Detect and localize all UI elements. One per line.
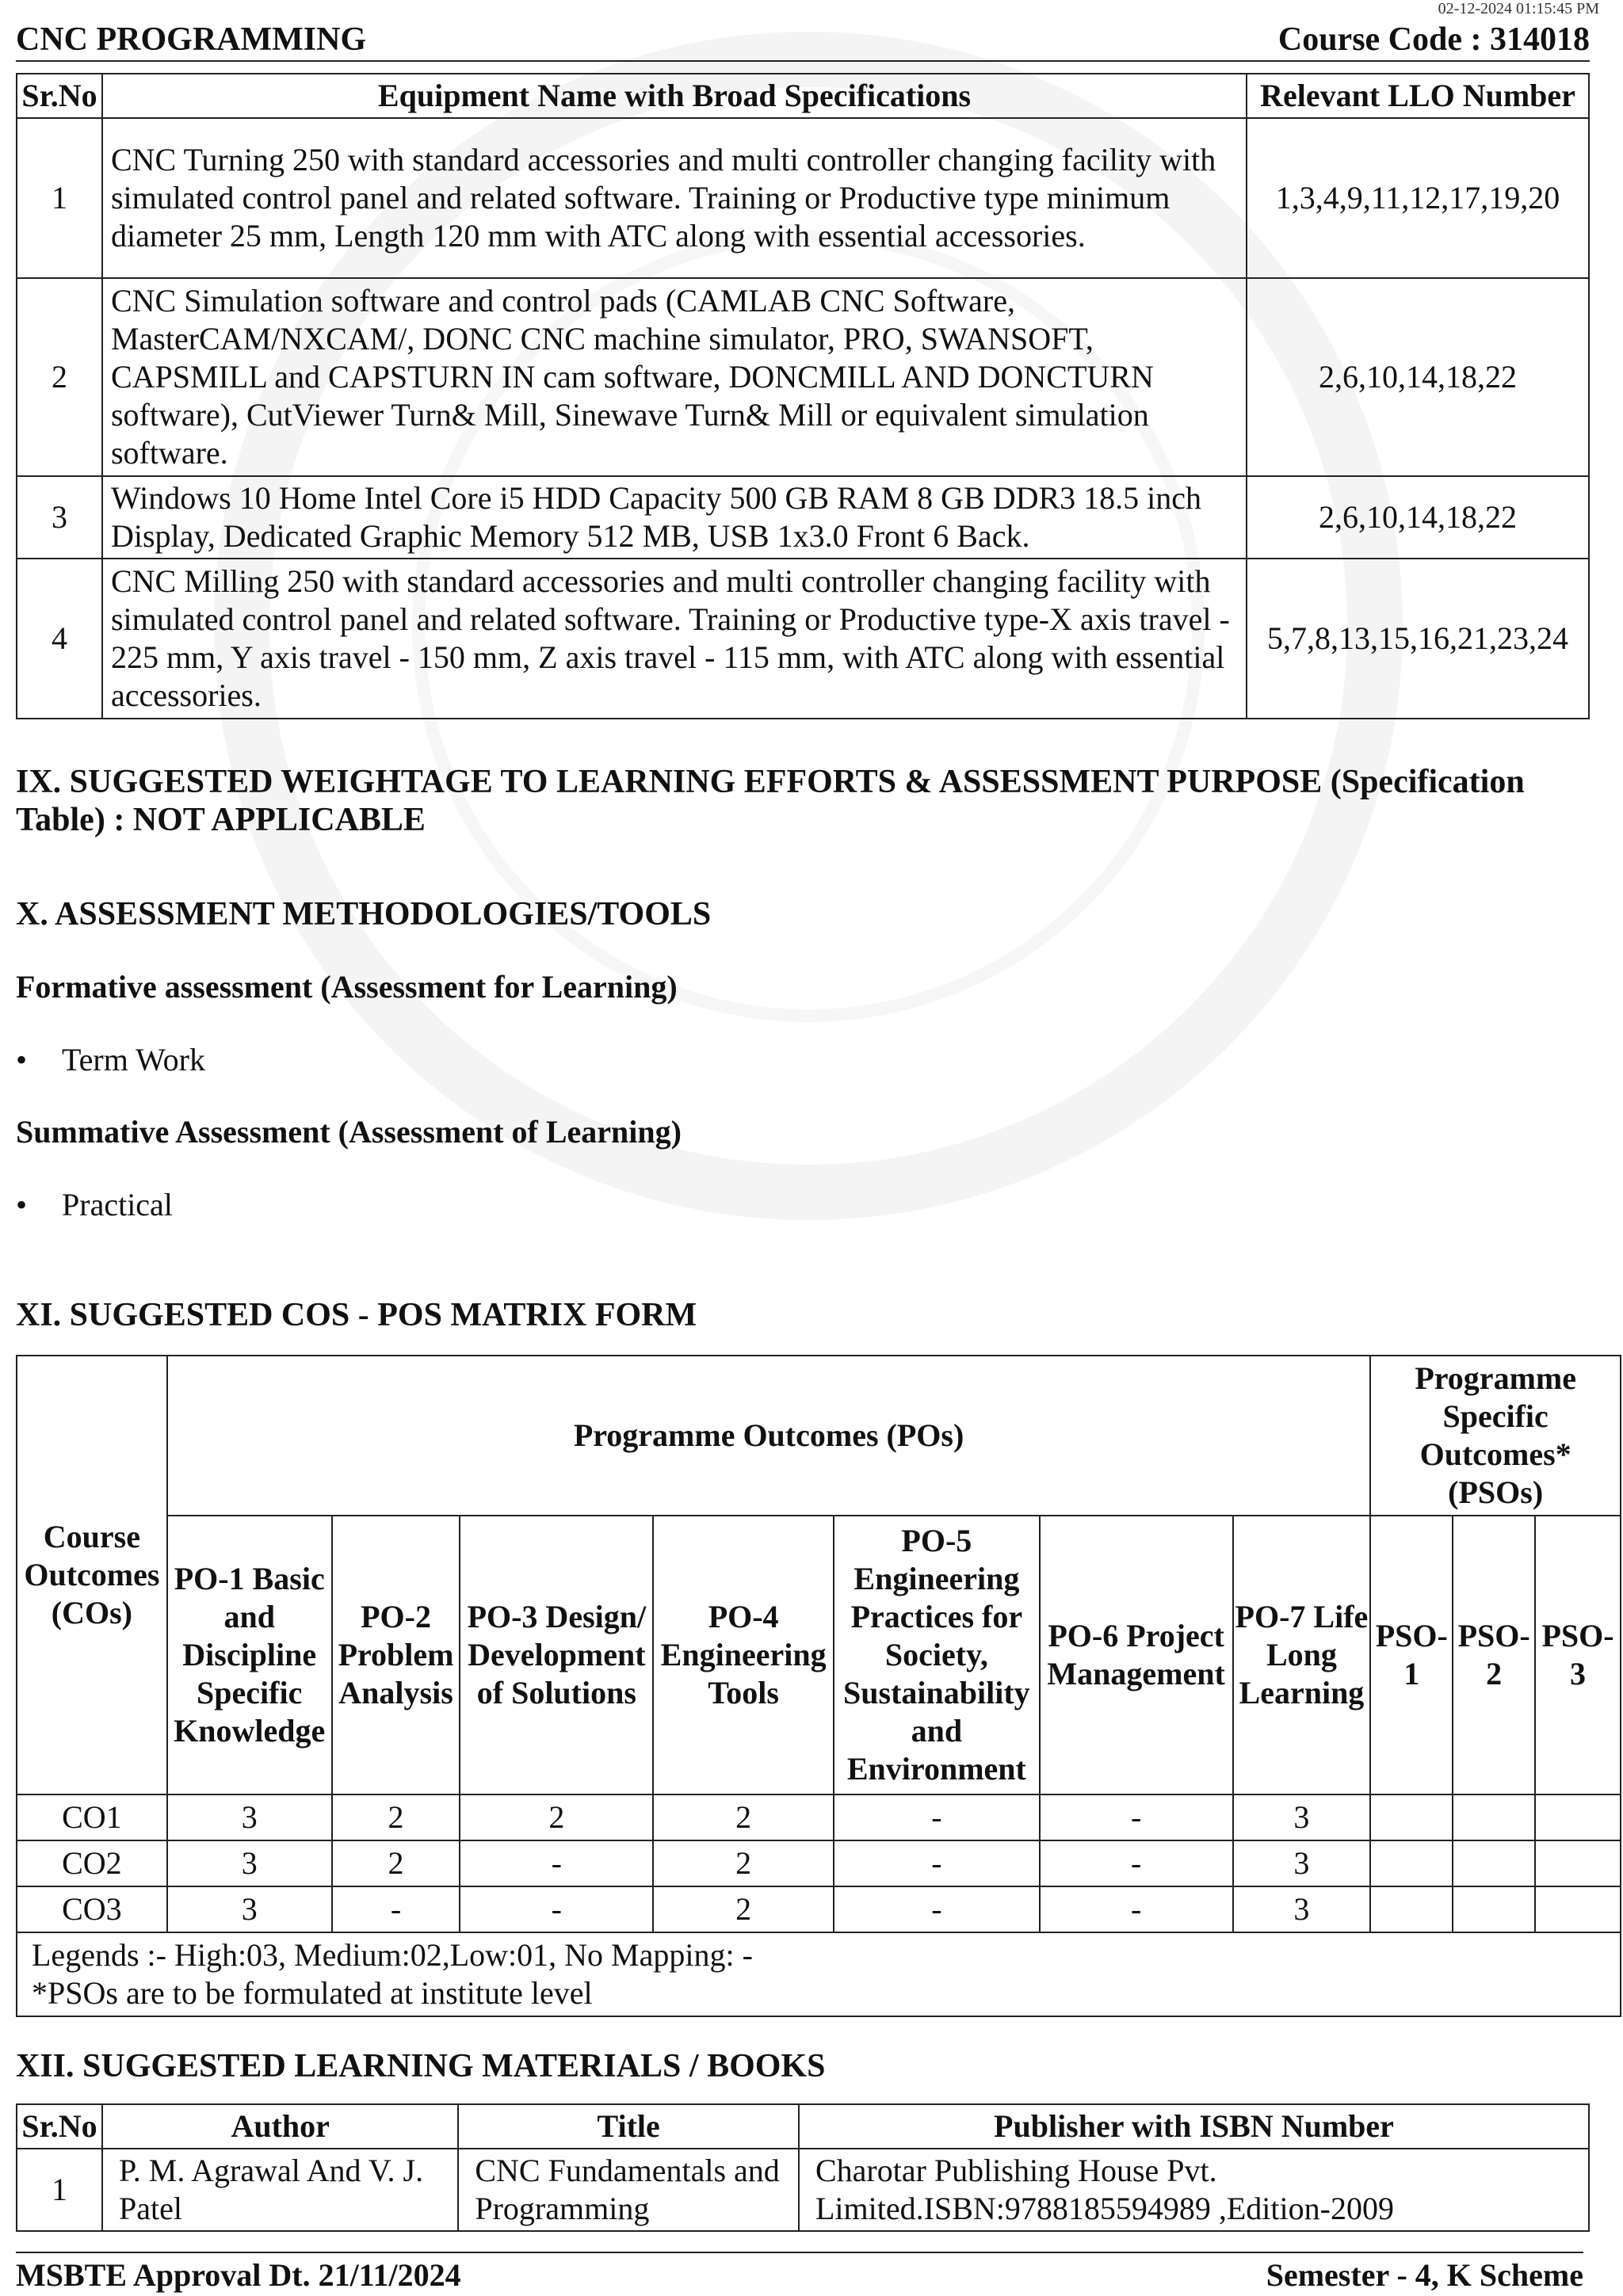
row-spec: Windows 10 Home Intel Core i5 HDD Capacity 500 GB RAM 8 GB DDR3 18.5 inch Display, Dedicated Graphic Memory 512 MB, USB 1x3.0 Front 6 Back. <box>102 476 1247 559</box>
matrix-cell <box>1453 1886 1535 1932</box>
matrix-cell <box>1453 1794 1535 1840</box>
row-llo: 5,7,8,13,15,16,21,23,24 <box>1247 559 1589 719</box>
section-xi-heading: XI. SUGGESTED COS - POS MATRIX FORM <box>16 1297 697 1333</box>
page-header <box>16 21 1590 62</box>
course-code: Course Code : 314018 <box>1277 21 1590 58</box>
po-header: PO-7 Life Long Learning <box>1233 1516 1371 1794</box>
matrix-cell: 3 <box>167 1840 332 1886</box>
matrix-cell <box>1453 1840 1535 1886</box>
matrix-cell <box>1370 1794 1453 1840</box>
pso-group-header: Programme Specific Outcomes* (PSOs) <box>1370 1356 1621 1516</box>
pso-note: *PSOs are to be formulated at institute level <box>32 1975 593 2011</box>
section-ix-line1: IX. SUGGESTED WEIGHTAGE TO LEARNING EFFORTS & ASSESSMENT PURPOSE (Specification <box>16 764 1525 800</box>
po-header: PO-3 Design/ Development of Solutions <box>460 1516 653 1794</box>
books-table <box>16 2103 1590 2232</box>
col-header-publisher: Publisher with ISBN Number <box>799 2104 1589 2149</box>
col-header-equipment: Equipment Name with Broad Specifications <box>102 74 1247 118</box>
row-srno: 1 <box>17 118 102 278</box>
row-llo: 2,6,10,14,18,22 <box>1247 476 1589 559</box>
legend-row <box>17 1932 1621 2016</box>
matrix-cell: - <box>460 1840 653 1886</box>
col-header-srno: Sr.No <box>17 74 102 118</box>
legend-text: Legends :- High:03, Medium:02,Low:01, No Mapping: - <box>32 1937 753 1973</box>
co-po-matrix <box>16 1355 1621 2017</box>
summative-item: Practical <box>62 1187 173 1222</box>
row-llo: 2,6,10,14,18,22 <box>1247 278 1589 476</box>
course-title: CNC PROGRAMMING <box>16 21 367 58</box>
matrix-cell: 2 <box>460 1794 653 1840</box>
table-row <box>17 559 1589 719</box>
matrix-cell: 2 <box>653 1840 834 1886</box>
table-row <box>17 1886 1621 1932</box>
list-item <box>16 1041 205 1078</box>
bullet-icon: • <box>16 1042 28 1077</box>
matrix-group-header <box>17 1356 1621 1516</box>
po-header: PO-5 Engineering Practices for Society, Sustainability and Environment <box>834 1516 1040 1794</box>
approval-date: MSBTE Approval Dt. 21/11/2024 <box>16 2257 461 2293</box>
book-srno: 1 <box>17 2149 102 2231</box>
book-title: CNC Fundamentals and Programming <box>458 2149 799 2231</box>
table-header-row <box>17 74 1589 118</box>
matrix-cell: - <box>1040 1794 1233 1840</box>
matrix-cell: - <box>1040 1886 1233 1932</box>
matrix-cell: 3 <box>1233 1794 1371 1840</box>
row-spec: CNC Turning 250 with standard accessories and multi controller changing facility with simulated control panel and related software. Training or Productive type minimum diameter 25 mm, Length 120 mm with ATC along with essential accessories. <box>102 118 1247 278</box>
semester-scheme: Semester - 4, K Scheme <box>1266 2257 1583 2293</box>
matrix-cell: 2 <box>332 1794 460 1840</box>
matrix-cell: - <box>834 1886 1040 1932</box>
equipment-table <box>16 73 1590 719</box>
table-row <box>17 476 1589 559</box>
section-x-heading: X. ASSESSMENT METHODOLOGIES/TOOLS <box>16 896 712 933</box>
matrix-cell <box>1370 1840 1453 1886</box>
co-label: CO2 <box>17 1840 167 1886</box>
row-spec: CNC Simulation software and control pads (CAMLAB CNC Software, MasterCAM/NXCAM/, DONC CNC machine simulator, PRO, SWANSOFT, CAPSMILL and CAPSTURN IN cam software, DONCMILL AND DONCTURN software), CutViewer Turn& Mill, Sinewave Turn& Mill or equivalent simulation software. <box>102 278 1247 476</box>
section-xii-heading: XII. SUGGESTED LEARNING MATERIALS / BOOKS <box>16 2048 826 2084</box>
matrix-cell: 3 <box>167 1794 332 1840</box>
po-header: PO-4 Engineering Tools <box>653 1516 834 1794</box>
list-item <box>16 1186 173 1223</box>
po-header: PO-2 Problem Analysis <box>332 1516 460 1794</box>
book-publisher: Charotar Publishing House Pvt. Limited.ISBN:9788185594989 ,Edition-2009 <box>799 2149 1589 2231</box>
row-llo: 1,3,4,9,11,12,17,19,20 <box>1247 118 1589 278</box>
co-header: Course Outcomes (COs) <box>17 1356 167 1794</box>
formative-item: Term Work <box>62 1042 205 1077</box>
matrix-cell: - <box>1040 1840 1233 1886</box>
col-header-srno: Sr.No <box>17 2104 102 2149</box>
matrix-col-headers <box>17 1516 1621 1794</box>
row-srno: 2 <box>17 278 102 476</box>
matrix-cell <box>1370 1886 1453 1932</box>
matrix-cell: 2 <box>653 1794 834 1840</box>
table-row <box>17 1840 1621 1886</box>
matrix-cell <box>1535 1794 1621 1840</box>
matrix-cell: - <box>332 1886 460 1932</box>
row-srno: 3 <box>17 476 102 559</box>
table-row <box>17 118 1589 278</box>
table-row <box>17 1794 1621 1840</box>
col-header-author: Author <box>102 2104 458 2149</box>
pso-header: PSO-3 <box>1535 1516 1621 1794</box>
matrix-cell: - <box>834 1794 1040 1840</box>
matrix-cell: - <box>460 1886 653 1932</box>
table-row <box>17 2149 1589 2231</box>
matrix-cell: 2 <box>653 1886 834 1932</box>
col-header-title: Title <box>458 2104 799 2149</box>
formative-heading: Formative assessment (Assessment for Learning) <box>16 969 678 1005</box>
matrix-cell <box>1535 1840 1621 1886</box>
matrix-cell: - <box>834 1840 1040 1886</box>
page-footer <box>16 2252 1583 2294</box>
summative-heading: Summative Assessment (Assessment of Learning) <box>16 1114 682 1150</box>
po-header: PO-1 Basic and Discipline Specific Knowledge <box>167 1516 332 1794</box>
pso-header: PSO-1 <box>1370 1516 1453 1794</box>
bullet-icon: • <box>16 1187 28 1222</box>
matrix-cell: 2 <box>332 1840 460 1886</box>
matrix-cell <box>1535 1886 1621 1932</box>
row-srno: 4 <box>17 559 102 719</box>
table-header-row <box>17 2104 1589 2149</box>
section-ix-heading <box>16 763 1601 839</box>
po-group-header: Programme Outcomes (POs) <box>167 1356 1371 1516</box>
co-label: CO3 <box>17 1886 167 1932</box>
col-header-llo: Relevant LLO Number <box>1247 74 1589 118</box>
pso-header: PSO-2 <box>1453 1516 1535 1794</box>
section-ix-line2: Table) : NOT APPLICABLE <box>16 802 426 838</box>
table-row <box>17 278 1589 476</box>
row-spec: CNC Milling 250 with standard accessories and multi controller changing facility with simulated control panel and related software. Training or Productive type-X axis travel - 225 mm, Y axis travel - 150 mm, Z axis travel - 115 mm, with ATC along with essential accessories. <box>102 559 1247 719</box>
po-header: PO-6 Project Management <box>1040 1516 1233 1794</box>
co-label: CO1 <box>17 1794 167 1840</box>
print-timestamp: 02-12-2024 01:15:45 PM <box>1438 0 1599 17</box>
legend-cell <box>17 1932 1621 2016</box>
matrix-cell: 3 <box>167 1886 332 1932</box>
book-author: P. M. Agrawal And V. J. Patel <box>102 2149 458 2231</box>
matrix-cell: 3 <box>1233 1840 1371 1886</box>
matrix-cell: 3 <box>1233 1886 1371 1932</box>
